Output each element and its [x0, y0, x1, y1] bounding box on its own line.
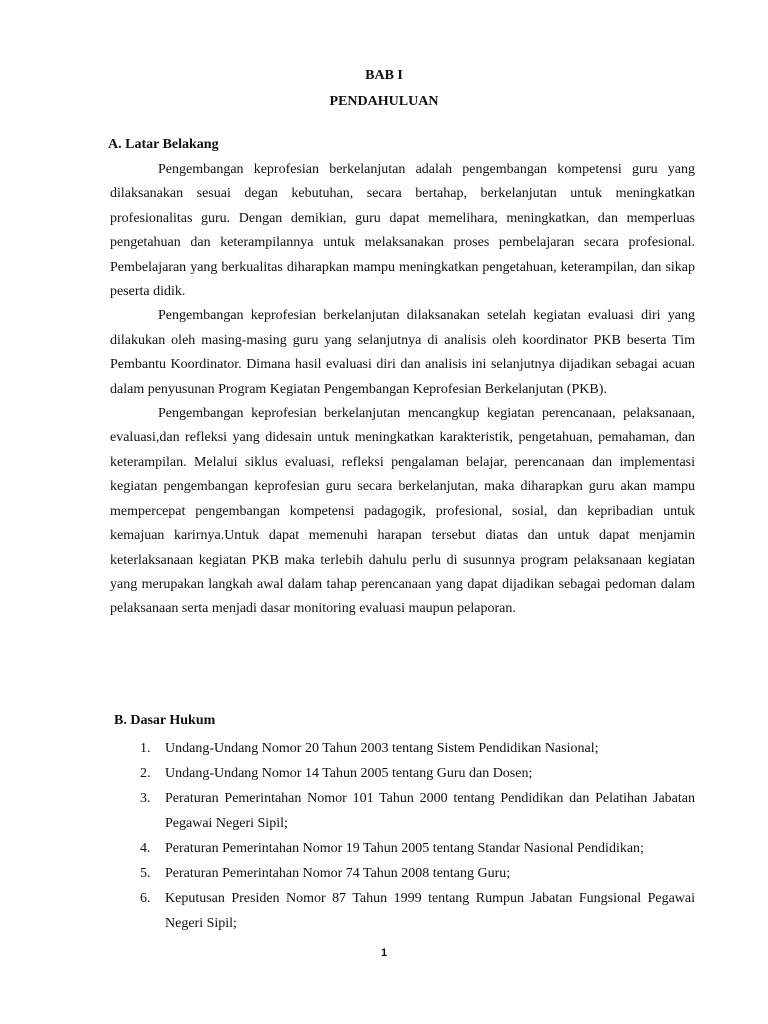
paragraph: Pengembangan keprofesian berkelanjutan dilaksanakan setelah kegiatan evaluasi diri yang dilakukan oleh masing-masing guru yang selanjutnya di analisis oleh koordinator PKB beserta Tim Pembantu Koordinator. Dimana hasil evaluasi diri dan analisis ini selanjutnya dijadikan sebagai acuan dalam penyusunan Program Kegiatan Pengembangan Keprofesian Berkelanjutan (PKB).: [110, 308, 695, 397]
list-text: Undang-Undang Nomor 14 Tahun 2005 tentang Guru dan Dosen;: [165, 766, 533, 781]
list-item: [110, 886, 695, 936]
section-a-body: [110, 158, 695, 622]
list-text: Peraturan Pemerintahan Nomor 74 Tahun 2008 tentang Guru;: [165, 866, 511, 881]
legal-basis-list: [110, 736, 695, 936]
list-text: Peraturan Pemerintahan Nomor 101 Tahun 2000 tentang Pendidikan dan Pelatihan Jabatan Pegawai Negeri Sipil;: [165, 791, 695, 831]
paragraph: Pengembangan keprofesian berkelanjutan adalah pengembangan kompetensi guru yang dilaksanakan sesuai degan kebutuhan, secara bertahap, berkelanjutan untuk meningkatkan profesionalitas guru. Dengan demikian, guru dapat memelihara, meningkatkan, dan memperluas pengetahuan dan keterampilannya untuk melaksanakan proses pembelajaran secara profesional. Pembelajaran yang berkualitas diharapkan mampu meningkatkan pengetahuan, keterampilan, dan sikap peserta didik.: [110, 162, 695, 300]
list-number: 4.: [140, 841, 151, 856]
list-text: Keputusan Presiden Nomor 87 Tahun 1999 tentang Rumpun Jabatan Fungsional Pegawai Negeri Sipil;: [165, 891, 695, 931]
list-number: 3.: [140, 791, 151, 806]
section-a-title: A. Latar Belakang: [108, 137, 219, 152]
list-text: Undang-Undang Nomor 20 Tahun 2003 tentang Sistem Pendidikan Nasional;: [165, 741, 599, 756]
list-number: 1.: [140, 741, 151, 756]
page-number: 1: [380, 947, 388, 959]
list-item: [110, 836, 695, 861]
list-number: 2.: [140, 766, 151, 781]
list-number: 6.: [140, 891, 151, 906]
list-text: Peraturan Pemerintahan Nomor 19 Tahun 2005 tentang Standar Nasional Pendidikan;: [165, 841, 644, 856]
chapter-number: BAB I: [365, 68, 403, 83]
list-item: [110, 786, 695, 836]
section-b-title: B. Dasar Hukum: [114, 713, 216, 728]
list-item: [110, 761, 695, 786]
paragraph: Pengembangan keprofesian berkelanjutan mencangkup kegiatan perencanaan, pelaksanaan, evaluasi,dan refleksi yang didesain untuk meningkatkan karakteristik, pengetahuan, pemahaman, dan keterampilan. Melalui siklus evaluasi, refleksi pengalaman belajar, perencanaan dan implementasi kegiatan pengembangan keprofesian guru secara berkelanjutan, maka diharapkan guru akan mampu mempercepat pengembangan kompetensi padagogik, profesional, sosial, dan kepribadian untuk kemajuan karirnya.Untuk dapat memenuhi harapan tersebut diatas dan untuk dapat menjamin keterlaksanaan kegiatan PKB maka terlebih dahulu perlu di susunnya program pelaksanaan kegiatan yang merupakan langkah awal dalam tahap perencanaan yang dapat dijadikan sebagai pedoman dalam pelaksanaan serta menjadi dasar monitoring evaluasi maupun pelaporan.: [110, 406, 695, 617]
list-item: [110, 861, 695, 886]
list-number: 5.: [140, 866, 151, 881]
chapter-title: PENDAHULUAN: [329, 94, 439, 109]
list-item: [110, 736, 695, 761]
